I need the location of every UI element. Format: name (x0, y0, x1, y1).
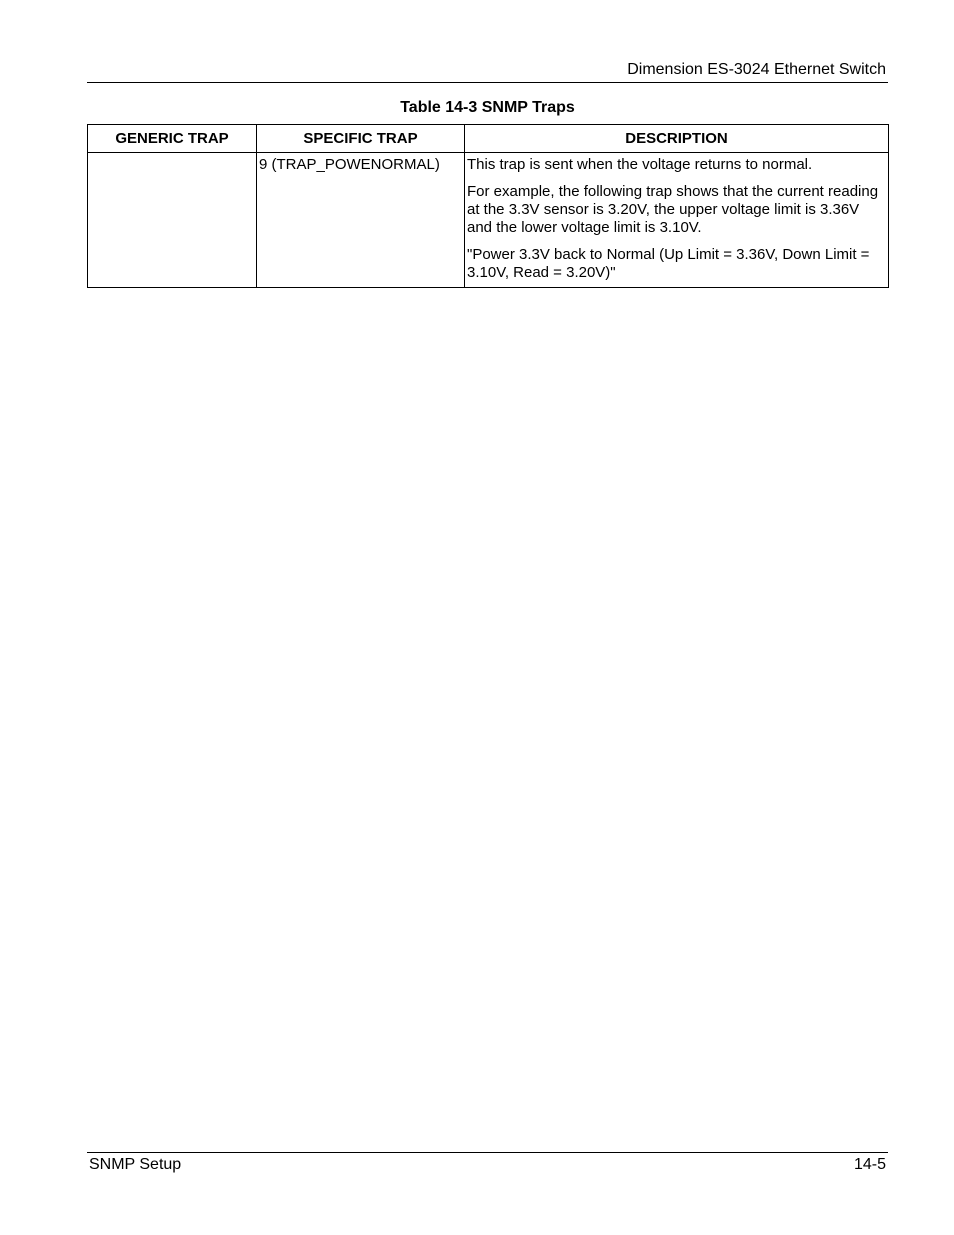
column-header-specific-trap: SPECIFIC TRAP (257, 125, 465, 153)
column-header-generic-trap: GENERIC TRAP (88, 125, 257, 153)
description-paragraph: This trap is sent when the voltage returns to normal. (467, 156, 813, 173)
footer-section-name: SNMP Setup (89, 1156, 182, 1173)
page-header (87, 60, 888, 83)
description-paragraph: For example, the following trap shows that the current reading at the 3.3V sensor is 3.20V, the upper voltage limit is 3.36V and the lower voltage limit is 3.10V. (467, 183, 879, 236)
table-header-row (88, 125, 889, 153)
table-row (88, 153, 889, 288)
snmp-traps-table (87, 124, 889, 288)
page-footer (87, 1152, 888, 1177)
column-header-description: DESCRIPTION (465, 125, 889, 153)
description-cell (465, 153, 889, 288)
specific-trap-cell: 9 (TRAP_POWENORMAL) (257, 153, 465, 288)
document-title: Dimension ES-3024 Ethernet Switch (627, 61, 886, 78)
footer-page-number: 14-5 (853, 1156, 886, 1173)
description-paragraph: "Power 3.3V back to Normal (Up Limit = 3.36V, Down Limit = 3.10V, Read = 3.20V)" (467, 246, 870, 281)
generic-trap-cell (88, 153, 257, 288)
table-caption: Table 14-3 SNMP Traps (400, 99, 575, 116)
